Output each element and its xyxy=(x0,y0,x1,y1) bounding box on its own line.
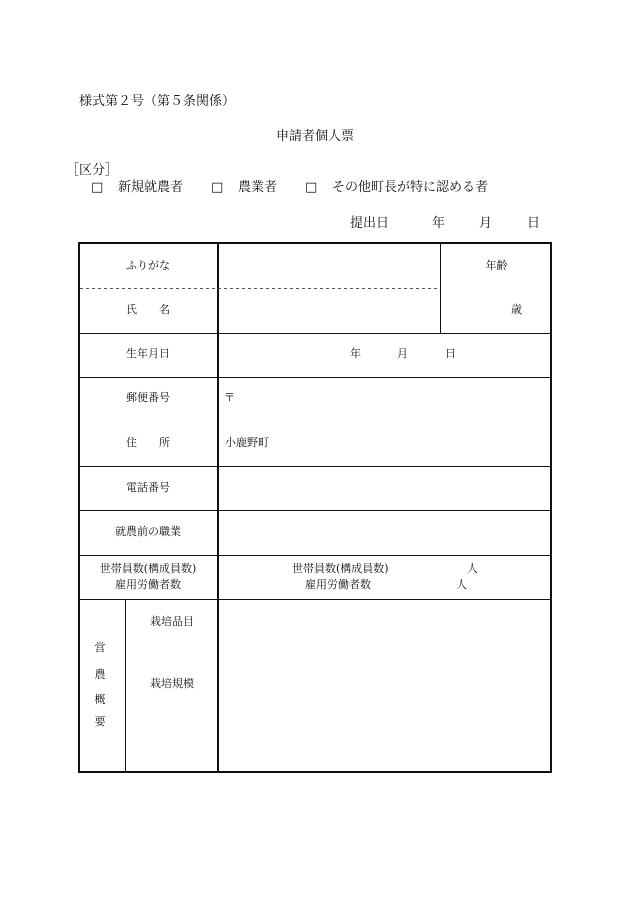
birth-day-unit: 日 xyxy=(445,347,456,360)
household-label: 世帯員数(構成員数) xyxy=(99,562,197,575)
submission-month-unit: 月 xyxy=(479,216,493,231)
submission-year-unit: 年 xyxy=(432,216,446,231)
birthdate-label: 生年月日 xyxy=(126,347,170,360)
phone-field[interactable] xyxy=(219,467,551,509)
cultivation-scale-label: 栽培規模 xyxy=(150,677,194,690)
farming-overview-label-char: 概 xyxy=(94,693,106,706)
farming-overview-field[interactable] xyxy=(219,600,551,771)
postal-code-label: 郵便番号 xyxy=(126,391,170,404)
phone-label: 電話番号 xyxy=(126,481,170,494)
furigana-field[interactable] xyxy=(219,243,440,287)
checkbox-farmer[interactable]: □ xyxy=(211,180,224,195)
household-count-field[interactable] xyxy=(398,561,464,577)
option-label-new-farmer: 新規就農者 xyxy=(118,180,184,195)
birth-year-unit: 年 xyxy=(350,347,361,360)
crop-label: 栽培品目 xyxy=(150,615,194,628)
category-label: ［区分］ xyxy=(66,163,119,178)
farming-overview-label-char: 要 xyxy=(94,715,106,728)
address-prefill: 小鹿野町 xyxy=(225,436,269,449)
option-label-farmer: 農業者 xyxy=(238,180,278,195)
previous-job-field[interactable] xyxy=(219,511,551,554)
furigana-label: ふりがな xyxy=(126,259,170,272)
household-unit: 人 xyxy=(467,562,478,575)
previous-job-label: 就農前の職業 xyxy=(115,525,181,538)
submission-day-unit: 日 xyxy=(527,216,541,231)
birthdate-field[interactable] xyxy=(219,334,344,376)
postal-mark-icon: 〒 xyxy=(224,391,235,404)
checkbox-new-farmer[interactable]: □ xyxy=(91,180,104,195)
employee-label: 雇用労働者数 xyxy=(115,578,181,591)
name-field[interactable] xyxy=(219,290,440,332)
address-label: 住 所 xyxy=(126,436,170,449)
birth-month-unit: 月 xyxy=(397,347,408,360)
employee-entry-label: 雇用労働者数 xyxy=(305,578,371,591)
name-label: 氏 名 xyxy=(126,303,170,316)
age-label: 年齢 xyxy=(485,259,508,272)
farming-overview-label-char: 農 xyxy=(94,668,106,681)
age-unit: 歳 xyxy=(511,303,522,316)
table-rule xyxy=(78,555,552,556)
household-entry-label: 世帯員数(構成員数) xyxy=(292,562,389,575)
submission-date-label: 提出日 xyxy=(350,216,390,231)
employee-count-field[interactable] xyxy=(376,577,454,593)
option-label-other: その他町長が特に認める者 xyxy=(332,180,489,195)
postal-code-field[interactable] xyxy=(237,378,551,420)
furigana-dashed-divider xyxy=(80,288,440,289)
address-field[interactable] xyxy=(272,422,551,465)
document-title: 申請者個人票 xyxy=(275,129,354,144)
form-number: 様式第２号（第５条関係） xyxy=(79,94,236,109)
age-field[interactable] xyxy=(441,243,501,331)
employee-unit: 人 xyxy=(456,578,467,591)
farming-overview-label-char: 営 xyxy=(94,641,106,654)
checkbox-other[interactable]: □ xyxy=(305,180,318,195)
